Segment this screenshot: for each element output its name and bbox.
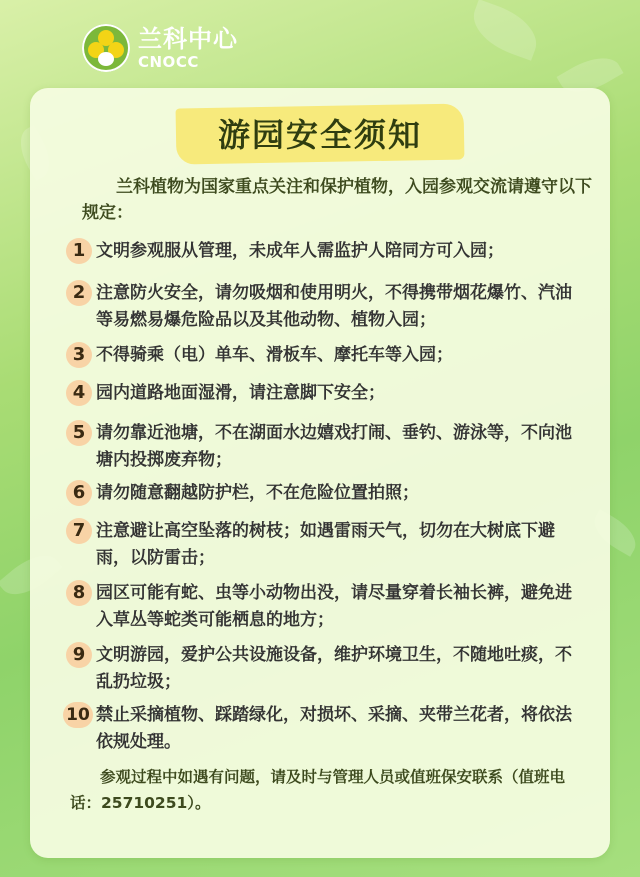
rule-text: 园区可能有蛇、虫等小动物出没，请尽量穿着长袖长裤，避免进入草丛等蛇类可能栖息的地方； — [96, 583, 572, 630]
rule-text: 禁止采摘植物、踩踏绿化，对损坏、采摘、夹带兰花者，将依法依规处理。 — [96, 705, 572, 752]
rule-item — [66, 518, 586, 572]
rule-number-badge: 8 — [66, 580, 92, 606]
rule-number-badge: 9 — [66, 642, 92, 668]
rule-number-badge: 4 — [66, 380, 92, 406]
rule-number-badge: 5 — [66, 420, 92, 446]
rule-item — [66, 280, 586, 334]
rule-text: 文明参观服从管理，未成年人需监护人陪同方可入园； — [96, 241, 504, 261]
footer-contact-text: 参观过程中如遇有问题，请及时与管理人员或值班保安联系（值班电话：25710251）。 — [70, 768, 566, 812]
notice-card — [30, 88, 610, 858]
rule-number-badge: 6 — [66, 480, 92, 506]
rule-item — [66, 420, 586, 474]
rule-text: 注意避让高空坠落的树枝；如遇雷雨天气，切勿在大树底下避雨，以防雷击； — [96, 521, 555, 568]
rule-text: 文明游园，爱护公共设施设备，维护环境卫生，不随地吐痰，不乱扔垃圾； — [96, 645, 572, 692]
intro-text: 兰科植物为国家重点关注和保护植物，入园参观交流请遵守以下规定： — [82, 177, 592, 223]
rule-text: 不得骑乘（电）单车、滑板车、摩托车等入园； — [96, 345, 453, 365]
rule-item — [66, 642, 586, 696]
rule-item — [66, 580, 586, 634]
rule-number-badge: 1 — [66, 238, 92, 264]
rule-text: 注意防火安全，请勿吸烟和使用明火，不得携带烟花爆竹、汽油等易燃易爆危险品以及其他动物、植物入园； — [96, 283, 572, 330]
rule-item — [66, 238, 504, 265]
rule-item — [66, 480, 419, 507]
rule-item — [66, 380, 385, 407]
rule-number-badge: 7 — [66, 518, 92, 544]
rule-item — [66, 702, 586, 756]
logo-text-cn: 兰科中心 — [138, 24, 238, 53]
logo — [82, 24, 238, 72]
rule-text: 请勿随意翻越防护栏，不在危险位置拍照； — [96, 483, 419, 503]
rule-text: 请勿靠近池塘，不在湖面水边嬉戏打闹、垂钓、游泳等，不向池塘内投掷废弃物； — [96, 423, 572, 470]
rule-number-badge: 10 — [63, 702, 93, 728]
page-title: 游园安全须知 — [217, 116, 422, 155]
decor-leaf — [465, 0, 544, 61]
rule-item — [66, 342, 453, 369]
logo-text-en: CNOCC — [138, 52, 199, 71]
rule-number-badge: 2 — [66, 280, 92, 306]
orchid-logo-icon — [82, 24, 130, 72]
title-highlight — [176, 103, 465, 164]
rule-text: 园内道路地面湿滑，请注意脚下安全； — [96, 383, 385, 403]
rule-number-badge: 3 — [66, 342, 92, 368]
